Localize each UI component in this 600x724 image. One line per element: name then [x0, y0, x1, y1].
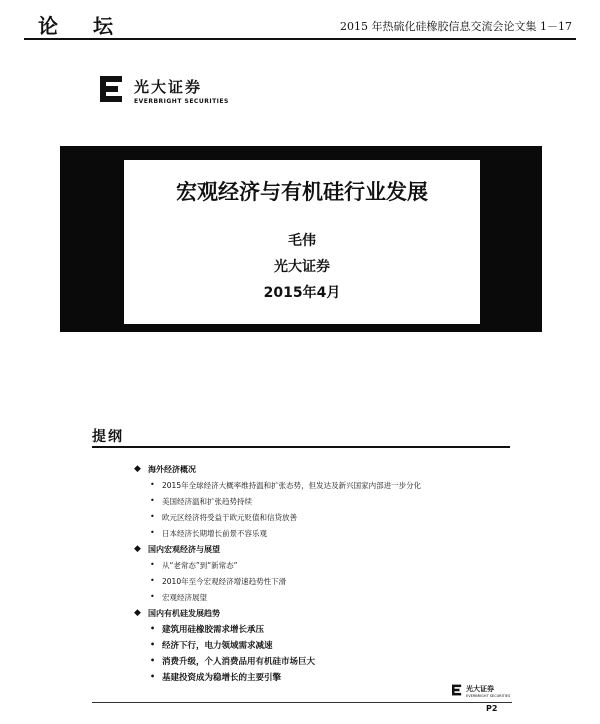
section-title [134, 542, 514, 558]
section-title-text: 国内宏观经济与展望 [148, 545, 220, 554]
section-title-text: 国内有机硅发展趋势 [148, 609, 220, 618]
list-item-text: 经济下行，电力领域需求减速 [162, 641, 273, 651]
list-item [134, 574, 514, 590]
dot-bullet-icon: • [150, 576, 155, 585]
list-item-text: 2015年全球经济大概率维持温和扩张态势，但发达及新兴国家内部进一步分化 [162, 481, 422, 490]
outline-divider [92, 446, 510, 448]
title-box [124, 160, 480, 324]
list-item-text: 建筑用硅橡胶需求增长承压 [162, 625, 265, 635]
header-journal-title: 2015 年热硫化硅橡胶信息交流会论文集 1－17 [340, 20, 572, 33]
page-number: P2 [486, 704, 498, 713]
list-item [134, 654, 514, 670]
diamond-bullet-icon: ◆ [134, 464, 141, 474]
report-title: 宏观经济与有机硅行业发展 [176, 180, 428, 204]
section-title [134, 606, 514, 622]
diamond-bullet-icon: ◆ [134, 544, 141, 554]
report-organization: 光大证券 [274, 259, 330, 275]
dot-bullet-icon: • [150, 640, 156, 649]
outline-section-silicone [134, 606, 514, 686]
list-item-text: 从“老常态”到“新常态” [162, 561, 238, 570]
footer-logo-name-cn: 光大证券 [466, 685, 494, 693]
dot-bullet-icon: • [150, 624, 156, 633]
logo-name-cn: 光大证券 [134, 78, 203, 96]
outline-section-domestic [134, 542, 514, 606]
list-item [134, 558, 514, 574]
list-item-text: 2010年至今宏观经济增速趋势性下滑 [162, 577, 287, 586]
dot-bullet-icon: • [150, 592, 155, 601]
list-item [134, 478, 514, 494]
dot-bullet-icon: • [150, 560, 155, 569]
footer-divider [92, 702, 512, 703]
list-item-text: 欧元区经济将受益于欧元贬值和信贷放善 [162, 513, 297, 522]
everbright-logo-icon [100, 76, 124, 102]
outline-heading: 提纲 [92, 429, 124, 445]
report-author: 毛伟 [288, 233, 316, 249]
page-header [24, 8, 576, 40]
everbright-logo [100, 72, 240, 112]
footer-logo-name-en: EVERBRIGHT SECURITIES [466, 694, 511, 698]
logo-name-en: EVERBRIGHT SECURITIES [134, 98, 229, 105]
title-band [60, 146, 542, 332]
section-title [134, 462, 514, 478]
section-title-text: 海外经济概况 [148, 465, 196, 474]
list-item [134, 494, 514, 510]
list-item-text: 宏观经济展望 [162, 593, 207, 602]
list-item-text: 消费升级，个人消费品用有机硅市场巨大 [162, 657, 316, 667]
everbright-logo-icon [452, 684, 462, 696]
list-item [134, 622, 514, 638]
diamond-bullet-icon: ◆ [134, 608, 141, 618]
list-item-text: 美国经济温和扩张趋势持续 [162, 497, 252, 506]
dot-bullet-icon: • [150, 512, 155, 521]
dot-bullet-icon: • [150, 528, 155, 537]
list-item-text: 基建投资成为稳增长的主要引擎 [162, 673, 282, 683]
dot-bullet-icon: • [150, 496, 155, 505]
outline-section-overseas [134, 462, 514, 542]
report-date: 2015年4月 [263, 285, 341, 301]
list-item [134, 510, 514, 526]
list-item-text: 日本经济长期增长前景不容乐观 [162, 529, 267, 538]
list-item [134, 526, 514, 542]
outline-list [134, 462, 514, 686]
dot-bullet-icon: • [150, 656, 156, 665]
list-item [134, 590, 514, 606]
header-section-label: 论 坛 [38, 14, 127, 38]
footer-logo [452, 684, 516, 704]
dot-bullet-icon: • [150, 480, 155, 489]
list-item [134, 638, 514, 654]
dot-bullet-icon: • [150, 672, 156, 681]
